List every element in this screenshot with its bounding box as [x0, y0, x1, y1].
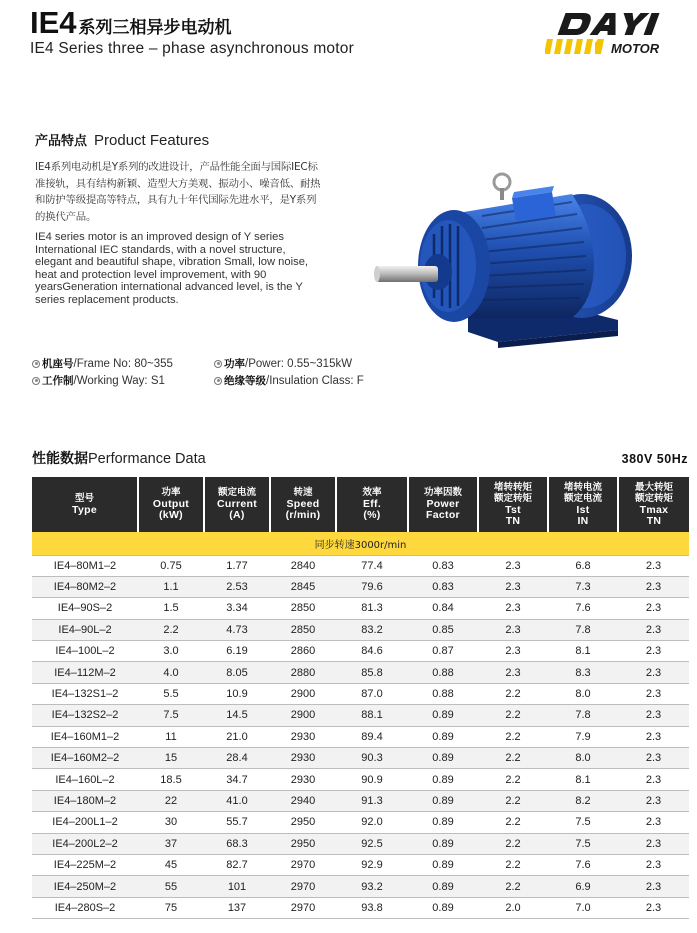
table-cell: IE4–132S2–2 [32, 705, 138, 726]
table-cell: IE4–200L1–2 [32, 812, 138, 833]
table-cell: 3.0 [138, 641, 204, 662]
table-cell: 0.89 [408, 705, 478, 726]
column-header [548, 477, 618, 532]
table-row [32, 662, 689, 683]
spec-label-en: /Frame No: 80~355 [73, 357, 173, 370]
table-cell: 82.7 [204, 854, 270, 875]
table-cell: 2900 [270, 683, 336, 704]
table-cell: 55.7 [204, 812, 270, 833]
table-cell: 2.3 [618, 833, 689, 854]
table-cell: IE4–100L–2 [32, 641, 138, 662]
table-cell: 0.87 [408, 641, 478, 662]
table-cell: 8.0 [548, 683, 618, 704]
table-cell: 2845 [270, 576, 336, 597]
title-english: IE4 Series three – phase asynchronous motor [30, 40, 354, 57]
table-cell: 3.34 [204, 598, 270, 619]
column-header-cn: 效率 [362, 487, 382, 499]
table-cell: IE4–80M2–2 [32, 576, 138, 597]
table-cell: 91.3 [336, 790, 408, 811]
table-cell: 2.2 [478, 683, 548, 704]
performance-title-en: Performance Data [88, 451, 206, 467]
features-description-en: IE4 series motor is an improved design of Y series International IEC standards, with a novel structure, elegant and beautiful shape, vibration Small, low noise, heat and protection level improvement, with 90 yearsGeneration international advanced level, is the Y series replacement products. [35, 231, 309, 306]
column-header-cn: 堵转电流 [563, 481, 602, 493]
table-cell: 2.3 [478, 662, 548, 683]
table-cell: 0.85 [408, 619, 478, 640]
column-header [408, 477, 478, 532]
spec-label-cn: 功率 [224, 358, 245, 370]
spec-power [214, 356, 396, 371]
table-cell: 8.0 [548, 748, 618, 769]
performance-title [32, 448, 206, 468]
table-cell: 2.2 [478, 876, 548, 897]
table-cell: 28.4 [204, 748, 270, 769]
table-row [32, 833, 689, 854]
table-cell: IE4–80M1–2 [32, 555, 138, 576]
table-cell: 4.73 [204, 619, 270, 640]
table-cell: 6.8 [548, 555, 618, 576]
table-cell: 2.2 [478, 769, 548, 790]
table-cell: 2.3 [618, 790, 689, 811]
table-cell: IE4–90L–2 [32, 619, 138, 640]
bullet-icon [214, 360, 222, 368]
table-cell: 14.5 [204, 705, 270, 726]
table-cell: 2.3 [618, 876, 689, 897]
table-cell: 8.05 [204, 662, 270, 683]
features-description-cn: IE4系列电动机是Y系列的改进设计，产品性能全面与国际IEC标准接轨，具有结构新颖、造型大方美观、振动小、噪音低、耐热和防护等级提高等特点，具有九十年代国际先进水平，是Y系列的换代产品。 [35, 161, 321, 223]
table-cell: 0.75 [138, 555, 204, 576]
spec-insulation-class [214, 373, 396, 388]
column-header-en: TN [505, 515, 521, 527]
table-cell: 2.3 [618, 897, 689, 918]
table-cell: 92.9 [336, 854, 408, 875]
table-cell: 7.6 [548, 598, 618, 619]
column-header [138, 477, 204, 532]
table-cell: IE4–90S–2 [32, 598, 138, 619]
table-cell: 2.3 [618, 726, 689, 747]
column-header [478, 477, 548, 532]
table-cell: 7.9 [548, 726, 618, 747]
table-cell: 18.5 [138, 769, 204, 790]
table-row [32, 790, 689, 811]
column-header-en: Factor [426, 509, 460, 522]
bullet-icon [32, 377, 40, 385]
table-cell: 7.0 [548, 897, 618, 918]
table-cell: 2930 [270, 726, 336, 747]
table-cell: IE4–132S1–2 [32, 683, 138, 704]
motor-image [372, 168, 640, 364]
table-cell: 21.0 [204, 726, 270, 747]
column-header-en: Tmax [639, 503, 669, 516]
table-cell: IE4–180M–2 [32, 790, 138, 811]
table-cell: IE4–200L2–2 [32, 833, 138, 854]
table-cell: 2970 [270, 897, 336, 918]
column-header [618, 477, 689, 532]
table-cell: IE4–250M–2 [32, 876, 138, 897]
table-cell: 2.2 [138, 619, 204, 640]
title-chinese: 系列三相异步电动机 [78, 18, 232, 38]
table-cell: 7.5 [138, 705, 204, 726]
table-cell: 2940 [270, 790, 336, 811]
column-header-en: Type [72, 503, 97, 516]
table-cell: 0.83 [408, 555, 478, 576]
table-cell: 0.89 [408, 876, 478, 897]
table-cell: 2.3 [618, 555, 689, 576]
column-header-en: (r/min) [285, 509, 321, 522]
table-cell: 2.0 [478, 897, 548, 918]
table-cell: 0.88 [408, 683, 478, 704]
table-cell: 0.89 [408, 769, 478, 790]
column-header-cn: 功率 [161, 487, 181, 499]
table-cell: 6.19 [204, 641, 270, 662]
table-cell: IE4–160M1–2 [32, 726, 138, 747]
spec-row [32, 355, 432, 372]
column-header-en: IN [577, 515, 589, 527]
table-cell: 10.9 [204, 683, 270, 704]
table-cell: IE4–112M–2 [32, 662, 138, 683]
table-cell: 7.6 [548, 854, 618, 875]
table-cell: 84.6 [336, 641, 408, 662]
table-row [32, 769, 689, 790]
table-cell: 93.2 [336, 876, 408, 897]
table-cell: 2.2 [478, 854, 548, 875]
table-cell: 90.9 [336, 769, 408, 790]
table-row [32, 641, 689, 662]
table-row [32, 812, 689, 833]
spec-working-way [32, 373, 214, 388]
column-header-en: (A) [229, 509, 245, 522]
table-cell: 101 [204, 876, 270, 897]
column-header-cn: 堵转转矩 [493, 481, 532, 493]
column-header-en: Tst [505, 503, 521, 516]
table-cell: 93.8 [336, 897, 408, 918]
table-cell: 22 [138, 790, 204, 811]
column-header-en: Speed [286, 497, 320, 510]
performance-heading [32, 448, 688, 470]
table-cell: IE4–160M2–2 [32, 748, 138, 769]
spec-label-cn: 工作制 [42, 375, 74, 387]
table-cell: 79.6 [336, 576, 408, 597]
table-cell: 85.8 [336, 662, 408, 683]
table-cell: 0.88 [408, 662, 478, 683]
table-row [32, 876, 689, 897]
table-cell: 37 [138, 833, 204, 854]
table-cell: 2.3 [618, 854, 689, 875]
column-header [32, 477, 138, 532]
sync-speed-row [32, 532, 689, 555]
column-header-cn: 最大转矩 [634, 481, 673, 493]
table-row [32, 705, 689, 726]
table-row [32, 726, 689, 747]
table-cell: 2850 [270, 619, 336, 640]
table-cell: IE4–160L–2 [32, 769, 138, 790]
table-cell: 90.3 [336, 748, 408, 769]
table-cell: 2930 [270, 769, 336, 790]
column-header [270, 477, 336, 532]
column-header-cn: 转速 [293, 487, 313, 499]
table-cell: 2880 [270, 662, 336, 683]
table-cell: 2970 [270, 854, 336, 875]
table-cell: 81.3 [336, 598, 408, 619]
table-cell: 41.0 [204, 790, 270, 811]
product-features [35, 130, 325, 307]
table-cell: 2.3 [618, 769, 689, 790]
table-cell: 55 [138, 876, 204, 897]
table-cell: 2.3 [618, 576, 689, 597]
table-cell: 7.5 [548, 812, 618, 833]
table-cell: 2.3 [478, 619, 548, 640]
table-row [32, 555, 689, 576]
table-cell: 0.89 [408, 833, 478, 854]
table-cell: 0.89 [408, 854, 478, 875]
table-cell: 4.0 [138, 662, 204, 683]
logo-subtitle: MOTOR [611, 41, 660, 56]
spec-label-cn: 绝缘等级 [224, 375, 266, 387]
table-cell: 8.3 [548, 662, 618, 683]
bullet-icon [32, 360, 40, 368]
table-cell: 5.5 [138, 683, 204, 704]
table-cell: 6.9 [548, 876, 618, 897]
table-cell: 2.3 [618, 812, 689, 833]
column-header-en: Ist [576, 503, 590, 516]
table-cell: 45 [138, 854, 204, 875]
table-cell: 2930 [270, 748, 336, 769]
table-cell: 2.2 [478, 790, 548, 811]
table-cell: 2.3 [618, 662, 689, 683]
table-cell: 2950 [270, 812, 336, 833]
table-row [32, 897, 689, 918]
table-cell: 2840 [270, 555, 336, 576]
table-cell: 92.0 [336, 812, 408, 833]
table-cell: IE4–225M–2 [32, 854, 138, 875]
table-cell: 2.3 [618, 705, 689, 726]
spec-row [32, 372, 432, 389]
table-cell: 137 [204, 897, 270, 918]
table-cell: 8.1 [548, 769, 618, 790]
table-row [32, 576, 689, 597]
table-cell: 2.2 [478, 748, 548, 769]
table-cell: 87.0 [336, 683, 408, 704]
table-cell: 89.4 [336, 726, 408, 747]
voltage-frequency: 380V 50Hz [621, 452, 688, 466]
column-header-en: (kW) [159, 509, 183, 522]
features-heading [35, 130, 325, 149]
table-body [32, 532, 689, 919]
features-title-cn: 产品特点 [35, 134, 88, 149]
sync-speed-label: 同步转速3000r/min [32, 532, 689, 555]
table-cell: 2860 [270, 641, 336, 662]
spec-list [32, 355, 432, 389]
column-header-cn: 功率因数 [423, 487, 462, 499]
table-row [32, 683, 689, 704]
table-cell: 7.3 [548, 576, 618, 597]
table-cell: 92.5 [336, 833, 408, 854]
table-cell: 30 [138, 812, 204, 833]
column-header-cn: 额定转矩 [493, 493, 532, 504]
bullet-icon [214, 377, 222, 385]
features-title-en: Product Features [94, 132, 210, 149]
table-cell: 2.3 [618, 598, 689, 619]
table-cell: 77.4 [336, 555, 408, 576]
column-header-en: Eff. [362, 497, 382, 510]
column-header [204, 477, 270, 532]
brand-logo [545, 9, 685, 57]
spec-label-cn: 机座号 [42, 358, 74, 370]
table-cell: 2.2 [478, 705, 548, 726]
table-cell: 2.3 [618, 641, 689, 662]
table-cell: 1.1 [138, 576, 204, 597]
table-cell: 0.89 [408, 897, 478, 918]
column-header-cn: 额定转矩 [634, 493, 673, 504]
table-cell: 7.8 [548, 619, 618, 640]
table-cell: 8.2 [548, 790, 618, 811]
table-header-row [32, 477, 689, 532]
column-header-en: (%) [363, 509, 381, 522]
table-cell: 2.2 [478, 833, 548, 854]
spec-label-en: /Power: 0.55~315kW [245, 357, 353, 370]
column-header-cn: 额定电流 [563, 493, 602, 504]
table-cell: 1.77 [204, 555, 270, 576]
table-row [32, 619, 689, 640]
table-cell: 0.89 [408, 748, 478, 769]
performance-table [32, 477, 689, 919]
table-cell: 2900 [270, 705, 336, 726]
table-cell: 0.89 [408, 790, 478, 811]
spec-frame-no [32, 356, 214, 371]
table-cell: 2950 [270, 833, 336, 854]
table-cell: 2970 [270, 876, 336, 897]
table-cell: 75 [138, 897, 204, 918]
table-cell: 2.3 [618, 619, 689, 640]
table-cell: 2.2 [478, 726, 548, 747]
column-header-en: Output [152, 497, 190, 510]
performance-title-cn: 性能数据 [32, 451, 88, 467]
table-cell: 7.5 [548, 833, 618, 854]
table-cell: 2850 [270, 598, 336, 619]
table-cell: 2.3 [618, 748, 689, 769]
table-cell: 2.3 [618, 683, 689, 704]
spec-label-en: /Working Way: S1 [73, 374, 165, 387]
column-header-cn: 型号 [74, 493, 94, 504]
table-cell: 15 [138, 748, 204, 769]
spec-label-en: /Insulation Class: F [266, 374, 364, 387]
column-header-en: Current [216, 497, 258, 510]
table-cell: 11 [138, 726, 204, 747]
table-cell: 2.3 [478, 555, 548, 576]
table-cell: 68.3 [204, 833, 270, 854]
table-row [32, 854, 689, 875]
table-cell: 0.83 [408, 576, 478, 597]
table-cell: 2.3 [478, 641, 548, 662]
table-cell: 0.84 [408, 598, 478, 619]
column-header-en: TN [646, 515, 662, 527]
model-name: IE4 [30, 5, 77, 40]
table-cell: 83.2 [336, 619, 408, 640]
table-cell: 88.1 [336, 705, 408, 726]
table-cell: 7.8 [548, 705, 618, 726]
table-cell: 1.5 [138, 598, 204, 619]
table-cell: 0.89 [408, 812, 478, 833]
table-cell: 2.3 [478, 598, 548, 619]
table-cell: 2.3 [478, 576, 548, 597]
table-row [32, 748, 689, 769]
table-cell: IE4–280S–2 [32, 897, 138, 918]
table-cell: 0.89 [408, 726, 478, 747]
table-cell: 2.2 [478, 812, 548, 833]
table-cell: 34.7 [204, 769, 270, 790]
table-row [32, 598, 689, 619]
table-cell: 8.1 [548, 641, 618, 662]
column-header [336, 477, 408, 532]
column-header-en: Power [426, 497, 460, 510]
column-header-cn: 额定电流 [217, 487, 256, 499]
table-cell: 2.53 [204, 576, 270, 597]
